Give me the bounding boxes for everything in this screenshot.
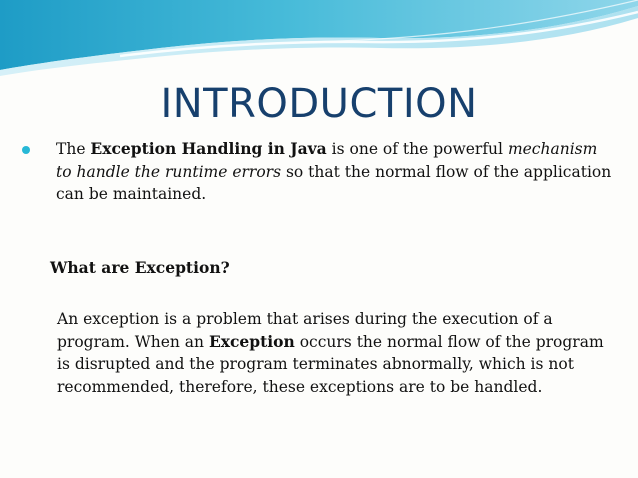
bullet-text-part3: so that the normal flow of the application can be maintained. [56, 162, 612, 203]
bullet-text-italic: mechanism to handle the runtime errors [56, 140, 598, 181]
bullet-text [56, 138, 612, 206]
bullet-dot-icon [22, 146, 30, 154]
bullet-text-part1: The [56, 140, 91, 158]
bullet-text-bold: Exception Handling in Java [90, 139, 327, 158]
header-wave-banner [0, 0, 638, 90]
definition-paragraph [57, 308, 617, 398]
slide-title: INTRODUCTION [160, 81, 478, 127]
intro-bullet [22, 138, 612, 206]
bullet-text-part2: is one of the powerful [326, 140, 508, 158]
paragraph-part1: An exception is a problem that arises during the execution of a program. When an [57, 310, 553, 351]
paragraph-bold: Exception [208, 331, 295, 351]
subheading: What are Exception? [50, 258, 230, 277]
paragraph-part2: occurs the normal flow of the program is disrupted and the program terminates abnormally, which is not recommended, therefore, these exceptions are to be handled. [57, 332, 604, 396]
